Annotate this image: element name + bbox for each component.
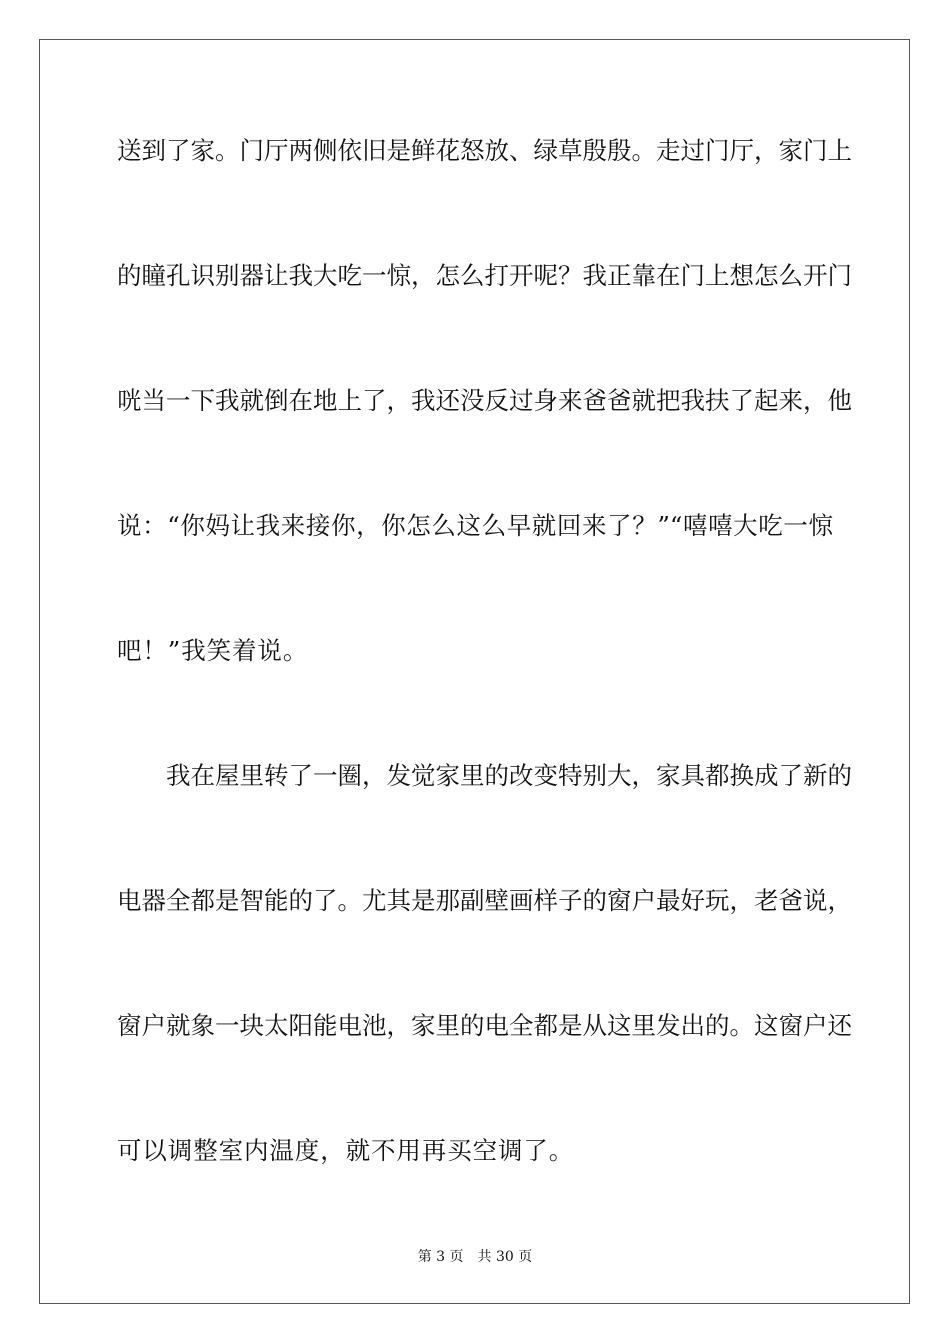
text-line-4: 说：“你妈让我来接你，你怎么这么早就回来了？”“嘻嘻大吃一惊 [117,511,833,540]
text-line-1: 送到了家。门厅两侧依旧是鲜花怒放、绿草殷殷。走过门厅，家门上 [117,136,852,165]
text-line-8: 窗户就象一块太阳能电池，家里的电全都是从这里发出的。这窗户还 [117,1011,852,1040]
page-border [39,39,910,1304]
text-line-5: 吧！”我笑着说。 [117,636,309,665]
text-line-7: 电器全都是智能的了。尤其是那副壁画样子的窗户最好玩，老爸说， [117,886,852,915]
text-line-2: 的瞳孔识别器让我大吃一惊，怎么打开呢？我正靠在门上想怎么开门 [117,261,852,290]
total-pages: 共 30 页 [477,1249,533,1265]
text-line-9: 可以调整室内温度，就不用再买空调了。 [117,1136,575,1165]
text-line-6: 我在屋里转了一圈，发觉家里的改变特别大，家具都换成了新的 [117,761,852,790]
page-footer [0,1248,950,1266]
text-line-3: 咣当一下我就倒在地上了，我还没反过身来爸爸就把我扶了起来，他 [117,386,852,415]
page-number: 第 3 页 [417,1249,464,1265]
